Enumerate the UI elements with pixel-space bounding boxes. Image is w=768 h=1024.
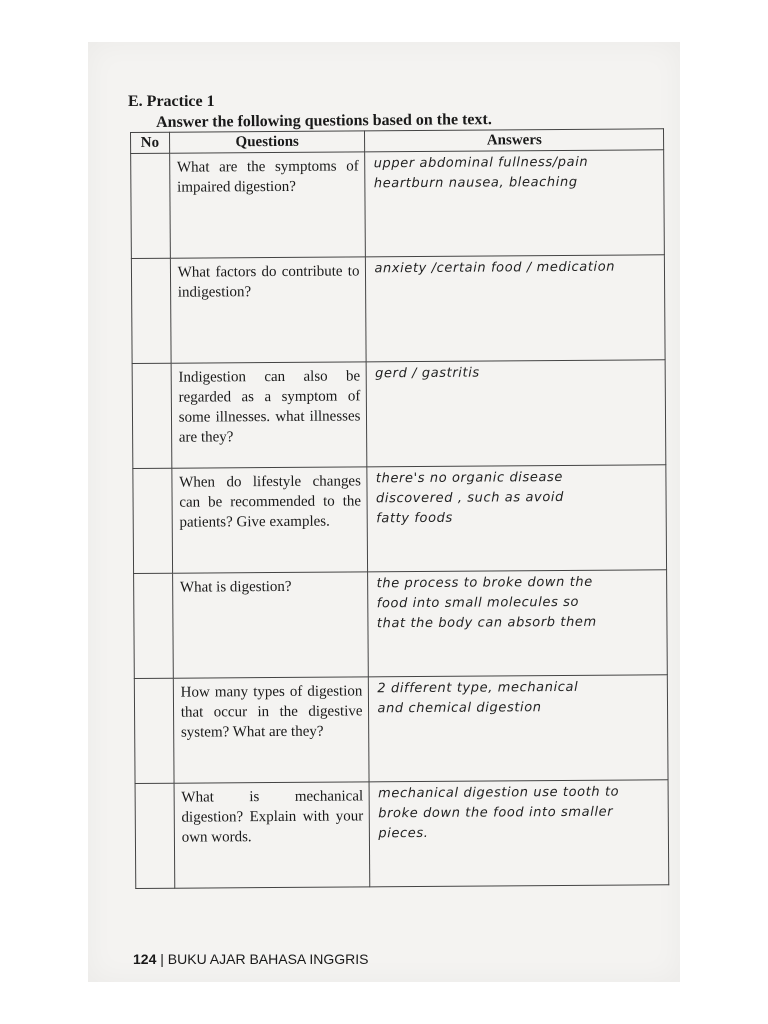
handwritten-answer-line: there's no organic disease [375, 469, 564, 487]
row-number-cell [134, 678, 173, 783]
handwritten-answer-line: food into small molecules so [376, 594, 580, 612]
row-number-cell [135, 783, 174, 888]
book-title: BUKU AJAR BAHASA INGGRIS [167, 951, 369, 967]
question-cell: When do lifestyle changes can be recommended to the patients? Give examples. [172, 467, 368, 573]
instruction-text: Answer the following questions based on the text. [156, 111, 492, 131]
handwritten-answer-line: broke down the food into smaller [378, 804, 614, 822]
footer-separator: | [156, 951, 168, 967]
question-cell: What is mechanical digestion? Explain with your own words. [174, 782, 370, 888]
answer-cell [367, 360, 666, 467]
row-number-cell [131, 153, 170, 258]
handwritten-answer-line: discovered , such as avoid [375, 489, 564, 507]
answer-cell [365, 150, 664, 257]
row-number-cell [133, 468, 172, 573]
section-heading: E. Practice 1 [128, 93, 215, 110]
page-number: 124 [133, 951, 157, 967]
table-row [133, 465, 667, 574]
handwritten-answer-line: that the body can absorb them [376, 614, 597, 632]
question-cell: What are the symptoms of impaired digestion? [169, 152, 365, 258]
handwritten-answer-line: fatty foods [376, 510, 453, 527]
header-answers: Answers [365, 129, 664, 152]
answer-cell [370, 780, 669, 887]
page-footer [133, 951, 369, 967]
handwritten-answer-line: anxiety /certain food / medication [374, 259, 616, 277]
header-questions: Questions [169, 131, 365, 153]
question-cell: Indigestion can also be regarded as a symptom of some illnesses. what illnesses are they? [171, 362, 367, 468]
answer-cell [369, 675, 668, 782]
handwritten-answer-line: mechanical digestion use tooth to [378, 784, 620, 802]
table-row [134, 675, 668, 784]
answer-cell [368, 570, 667, 677]
row-number-cell [132, 363, 171, 468]
question-cell: What is digestion? [172, 572, 368, 678]
question-cell: How many types of digestion that occur in the digestive system? What are they? [173, 677, 369, 783]
table-row [132, 360, 666, 469]
answer-cell [367, 465, 666, 572]
table-row [134, 570, 668, 679]
table-body [131, 150, 669, 889]
table-row [135, 780, 669, 889]
handwritten-answer-line: gerd / gastritis [375, 365, 480, 382]
handwritten-answer-line: pieces. [378, 825, 429, 842]
practice-table [130, 128, 669, 889]
handwritten-answer-line: and chemical digestion [377, 700, 542, 717]
handwritten-answer-line: 2 different type, mechanical [377, 679, 579, 697]
handwritten-answer-line: the process to broke down the [376, 574, 593, 592]
handwritten-answer-line: upper abdominal fullness/pain [373, 154, 589, 172]
question-cell: What factors do contribute to indigestion? [170, 257, 366, 363]
header-no: No [131, 132, 170, 153]
table-row [131, 255, 665, 364]
table-row [131, 150, 665, 259]
answer-cell [366, 255, 665, 362]
row-number-cell [134, 573, 173, 678]
row-number-cell [131, 258, 170, 363]
handwritten-answer-line: heartburn nausea, bleaching [373, 174, 578, 192]
